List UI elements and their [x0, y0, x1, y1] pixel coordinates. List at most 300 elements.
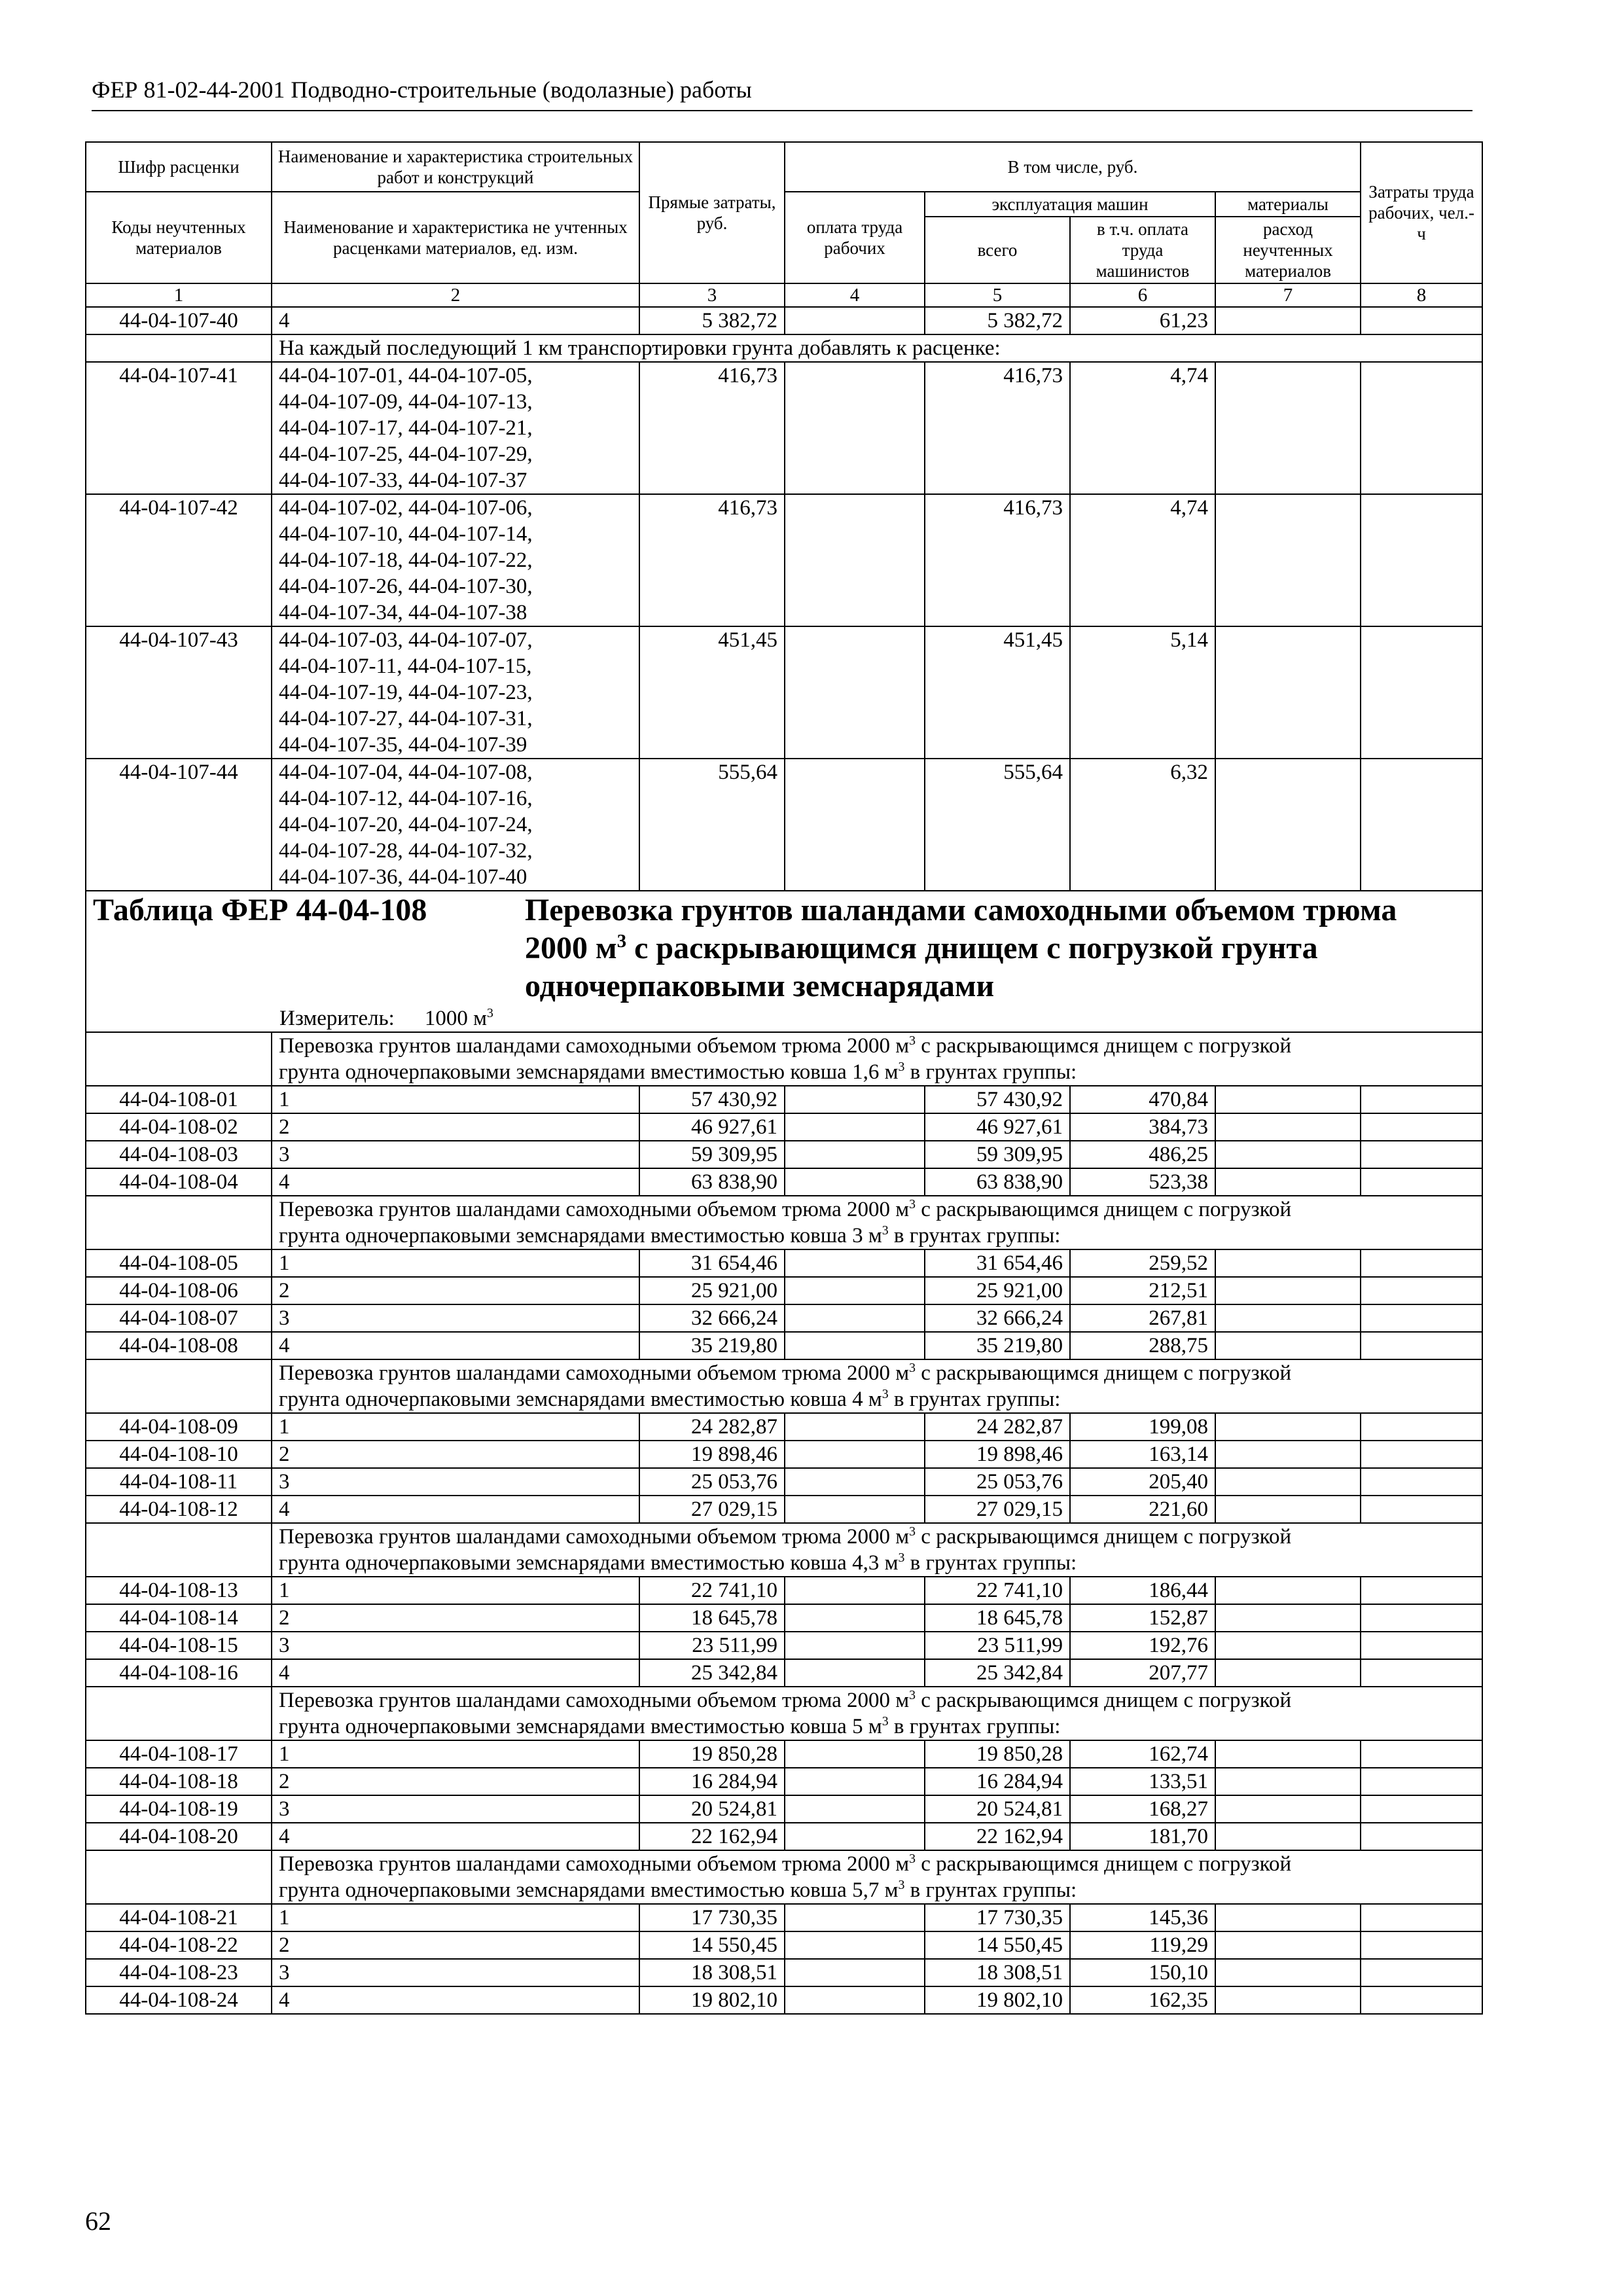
labor-cost	[1361, 1632, 1482, 1659]
machines-total: 23 511,99	[925, 1632, 1070, 1659]
machines-total: 18 308,51	[925, 1959, 1070, 1986]
machines-total: 19 898,46	[925, 1441, 1070, 1468]
materials-cost	[1215, 1332, 1361, 1359]
labor-cost	[1361, 1304, 1482, 1332]
table-row	[86, 1086, 1482, 1113]
rate-code: 44-04-108-02	[86, 1113, 272, 1141]
section-line	[279, 1386, 1475, 1412]
machines-total: 555,64	[925, 759, 1070, 891]
labor-cost	[1361, 1931, 1482, 1959]
section-line	[279, 1059, 1475, 1085]
machines-total: 5 382,72	[925, 307, 1070, 334]
section-row	[86, 1850, 1482, 1904]
section-text	[272, 1523, 1482, 1577]
direct-cost: 19 802,10	[639, 1986, 785, 2014]
table-row	[86, 1659, 1482, 1687]
table-row	[86, 1141, 1482, 1168]
labor-cost	[1361, 1604, 1482, 1632]
section-text-part: грунта одночерпаковыми земснарядами вместимостью ковша 4,3 м	[279, 1551, 899, 1575]
machines-total: 16 284,94	[925, 1768, 1070, 1795]
section-row	[86, 1523, 1482, 1577]
labor-cost	[1361, 1986, 1482, 2014]
table-row	[86, 1277, 1482, 1304]
machinist-pay: 267,81	[1070, 1304, 1215, 1332]
table-title	[525, 891, 1454, 1005]
rate-code: 44-04-108-05	[86, 1249, 272, 1277]
direct-cost: 17 730,35	[639, 1904, 785, 1931]
table-row	[86, 1904, 1482, 1931]
rate-code: 44-04-108-14	[86, 1604, 272, 1632]
section-text-part: Перевозка грунтов шаландами самоходными объемом трюма 2000 м	[279, 1361, 910, 1385]
rate-name: 4	[272, 1168, 639, 1196]
section-text-part: Перевозка грунтов шаландами самоходными объемом трюма 2000 м	[279, 1525, 910, 1549]
column-number: 4	[785, 283, 925, 307]
superscript: 3	[898, 1551, 905, 1565]
materials-cost	[1215, 1577, 1361, 1604]
rate-code: 44-04-107-41	[86, 362, 272, 494]
machines-total: 19 850,28	[925, 1740, 1070, 1768]
table-row	[86, 1441, 1482, 1468]
machinist-pay: 205,40	[1070, 1468, 1215, 1496]
machinist-pay: 207,77	[1070, 1659, 1215, 1687]
table-row	[86, 1332, 1482, 1359]
rate-name: 1	[272, 1086, 639, 1113]
section-text-part: грунта одночерпаковыми земснарядами вместимостью ковша 4 м	[279, 1388, 882, 1411]
labor-cost	[1361, 1823, 1482, 1850]
materials-cost	[1215, 1468, 1361, 1496]
labor-cost	[1361, 494, 1482, 626]
machinist-pay: 259,52	[1070, 1249, 1215, 1277]
superscript: 3	[882, 1387, 889, 1401]
table-row	[86, 1795, 1482, 1823]
direct-cost: 24 282,87	[639, 1413, 785, 1441]
rate-name: 1	[272, 1740, 639, 1768]
materials-cost	[1215, 1441, 1361, 1468]
labor-cost	[1361, 1277, 1482, 1304]
materials-cost	[1215, 1986, 1361, 2014]
labor-pay	[785, 1113, 925, 1141]
rate-name: 2	[272, 1441, 639, 1468]
labor-pay	[785, 1441, 925, 1468]
machinist-pay: 133,51	[1070, 1768, 1215, 1795]
section-text	[272, 1359, 1482, 1413]
col-labor-pay-header: оплата труда рабочих	[785, 192, 925, 283]
materials-cost	[1215, 1959, 1361, 1986]
machines-total: 63 838,90	[925, 1168, 1070, 1196]
section-text	[272, 1196, 1482, 1249]
table-row	[86, 1249, 1482, 1277]
labor-pay	[785, 1823, 925, 1850]
table-row	[86, 1496, 1482, 1523]
machinist-pay: 152,87	[1070, 1604, 1215, 1632]
labor-cost	[1361, 759, 1482, 891]
section-row	[86, 1359, 1482, 1413]
column-number: 5	[925, 283, 1070, 307]
machines-total: 32 666,24	[925, 1304, 1070, 1332]
labor-cost	[1361, 362, 1482, 494]
direct-cost: 416,73	[639, 362, 785, 494]
rate-code: 44-04-108-19	[86, 1795, 272, 1823]
labor-pay	[785, 1931, 925, 1959]
section-text-part: Перевозка грунтов шаландами самоходными объемом трюма 2000 м	[279, 1689, 910, 1712]
materials-cost	[1215, 1604, 1361, 1632]
labor-cost	[1361, 1168, 1482, 1196]
rate-name: 3	[272, 1304, 639, 1332]
labor-pay	[785, 1468, 925, 1496]
rate-code: 44-04-107-40	[86, 307, 272, 334]
col-direct-header: Прямые затраты, руб.	[639, 142, 785, 283]
table-row	[86, 1768, 1482, 1795]
table-title-volume: 2000 м	[525, 931, 617, 965]
table-row	[86, 1740, 1482, 1768]
materials-cost	[1215, 1277, 1361, 1304]
column-number: 7	[1215, 283, 1361, 307]
table-row	[86, 1986, 1482, 2014]
machinist-pay: 119,29	[1070, 1931, 1215, 1959]
machines-total: 57 430,92	[925, 1086, 1070, 1113]
table-row	[86, 1604, 1482, 1632]
labor-cost	[1361, 1086, 1482, 1113]
measure-value: 1000 м	[424, 1007, 487, 1030]
machinist-pay: 5,14	[1070, 626, 1215, 759]
machines-total: 25 053,76	[925, 1468, 1070, 1496]
col-machinist-pay-header: в т.ч. оплата труда машинистов	[1070, 217, 1215, 283]
table-label: Таблица ФЕР 44-04-108	[93, 893, 427, 927]
rate-code: 44-04-108-01	[86, 1086, 272, 1113]
labor-cost	[1361, 1577, 1482, 1604]
labor-cost	[1361, 1795, 1482, 1823]
section-text	[272, 1687, 1482, 1740]
materials-cost	[1215, 494, 1361, 626]
machines-total: 35 219,80	[925, 1332, 1070, 1359]
labor-pay	[785, 1496, 925, 1523]
materials-cost	[1215, 626, 1361, 759]
rate-name: 44-04-107-01, 44-04-107-05, 44-04-107-09, 44-04-107-13, 44-04-107-17, 44-04-107-21, 44-04-107-25, 44-04-107-29, 44-04-107-33, 44-04-107-37	[272, 362, 639, 494]
labor-cost	[1361, 307, 1482, 334]
direct-cost: 14 550,45	[639, 1931, 785, 1959]
rate-code: 44-04-108-16	[86, 1659, 272, 1687]
machines-total: 22 741,10	[925, 1577, 1070, 1604]
rate-code: 44-04-108-03	[86, 1141, 272, 1168]
direct-cost: 555,64	[639, 759, 785, 891]
table-row	[86, 1113, 1482, 1141]
col-materials-header: материалы	[1215, 192, 1361, 217]
section-row	[86, 334, 1482, 362]
labor-pay	[785, 1768, 925, 1795]
materials-cost	[1215, 1086, 1361, 1113]
rate-name: 4	[272, 1986, 639, 2014]
rate-code: 44-04-108-06	[86, 1277, 272, 1304]
materials-cost	[1215, 1632, 1361, 1659]
section-text-part: с раскрывающимся днищем с погрузкой	[916, 1198, 1292, 1221]
materials-cost	[1215, 1659, 1361, 1687]
section-code-empty	[86, 334, 272, 362]
machines-total: 25 342,84	[925, 1659, 1070, 1687]
rate-code: 44-04-108-20	[86, 1823, 272, 1850]
section-text-part: Перевозка грунтов шаландами самоходными объемом трюма 2000 м	[279, 1198, 910, 1221]
section-code-empty	[86, 1359, 272, 1413]
column-number: 8	[1361, 283, 1482, 307]
section-text-part: в грунтах группы:	[888, 1224, 1061, 1247]
direct-cost: 451,45	[639, 626, 785, 759]
machinist-pay: 470,84	[1070, 1086, 1215, 1113]
table-row	[86, 1959, 1482, 1986]
machinist-pay: 486,25	[1070, 1141, 1215, 1168]
section-code-empty	[86, 1523, 272, 1577]
section-row	[86, 1196, 1482, 1249]
rate-code: 44-04-108-07	[86, 1304, 272, 1332]
superscript: 3	[909, 1361, 916, 1375]
machines-total: 24 282,87	[925, 1413, 1070, 1441]
materials-cost	[1215, 1141, 1361, 1168]
labor-cost	[1361, 1768, 1482, 1795]
rate-code: 44-04-108-15	[86, 1632, 272, 1659]
col-including-header: В том числе, руб.	[785, 142, 1361, 192]
labor-pay	[785, 1577, 925, 1604]
machines-total: 22 162,94	[925, 1823, 1070, 1850]
section-line	[279, 1223, 1475, 1249]
rate-code: 44-04-108-09	[86, 1413, 272, 1441]
table-body	[86, 307, 1482, 2014]
section-text-part: с раскрывающимся днищем с погрузкой	[916, 1034, 1292, 1058]
rate-name: 4	[272, 1496, 639, 1523]
rate-name: 3	[272, 1632, 639, 1659]
column-number: 6	[1070, 283, 1215, 307]
rate-code: 44-04-108-21	[86, 1904, 272, 1931]
document-header	[92, 73, 1472, 111]
labor-pay	[785, 759, 925, 891]
machines-total: 416,73	[925, 494, 1070, 626]
machines-total: 416,73	[925, 362, 1070, 494]
rate-name: 3	[272, 1468, 639, 1496]
direct-cost: 25 053,76	[639, 1468, 785, 1496]
section-line	[279, 1687, 1475, 1713]
section-text-part: Перевозка грунтов шаландами самоходными объемом трюма 2000 м	[279, 1852, 910, 1876]
labor-pay	[785, 1332, 925, 1359]
table-title-line	[525, 929, 1454, 967]
labor-cost	[1361, 1113, 1482, 1141]
rate-name: 44-04-107-04, 44-04-107-08, 44-04-107-12, 44-04-107-16, 44-04-107-20, 44-04-107-24, 44-04-107-28, 44-04-107-32, 44-04-107-36, 44-04-107-40	[272, 759, 639, 891]
column-number: 1	[86, 283, 272, 307]
machines-total: 19 802,10	[925, 1986, 1070, 2014]
machinist-pay: 384,73	[1070, 1113, 1215, 1141]
rate-code: 44-04-108-10	[86, 1441, 272, 1468]
superscript: 3	[898, 1878, 905, 1892]
rate-code: 44-04-108-11	[86, 1468, 272, 1496]
col-name-header: Наименование и характеристика строительных работ и конструкций	[272, 142, 639, 192]
section-line	[279, 1550, 1475, 1576]
column-numbers-row	[86, 283, 1482, 307]
col-code-header: Шифр расценки	[86, 142, 272, 192]
superscript: 3	[909, 1197, 916, 1211]
section-code-empty	[86, 1032, 272, 1086]
direct-cost: 22 162,94	[639, 1823, 785, 1850]
labor-cost	[1361, 1496, 1482, 1523]
section-code-empty	[86, 1196, 272, 1249]
direct-cost: 25 921,00	[639, 1277, 785, 1304]
col-labor-cost-header: Затраты труда рабочих, чел.-ч	[1361, 142, 1482, 283]
direct-cost: 23 511,99	[639, 1632, 785, 1659]
machines-total: 27 029,15	[925, 1496, 1070, 1523]
rate-name: 1	[272, 1249, 639, 1277]
materials-cost	[1215, 1740, 1361, 1768]
machinist-pay: 181,70	[1070, 1823, 1215, 1850]
superscript: 3	[909, 1852, 916, 1866]
rate-name: 3	[272, 1795, 639, 1823]
section-line	[279, 1524, 1475, 1550]
page-number: 62	[85, 2206, 111, 2236]
machinist-pay: 523,38	[1070, 1168, 1215, 1196]
superscript: 3	[909, 1524, 916, 1539]
machinist-pay: 6,32	[1070, 759, 1215, 891]
rate-name: 2	[272, 1277, 639, 1304]
labor-cost	[1361, 626, 1482, 759]
machinist-pay: 145,36	[1070, 1904, 1215, 1931]
section-text: На каждый последующий 1 км транспортировки грунта добавлять к расценке:	[272, 334, 1482, 362]
labor-cost	[1361, 1659, 1482, 1687]
section-line	[279, 1713, 1475, 1740]
direct-cost: 63 838,90	[639, 1168, 785, 1196]
rate-name: 4	[272, 307, 639, 334]
rate-code: 44-04-108-13	[86, 1577, 272, 1604]
direct-cost: 16 284,94	[639, 1768, 785, 1795]
table-row	[86, 1823, 1482, 1850]
rate-code: 44-04-108-12	[86, 1496, 272, 1523]
direct-cost: 19 850,28	[639, 1740, 785, 1768]
machinist-pay: 212,51	[1070, 1277, 1215, 1304]
section-text	[272, 1032, 1482, 1086]
col-machines-header: эксплуатация машин	[925, 192, 1215, 217]
direct-cost: 59 309,95	[639, 1141, 785, 1168]
column-number: 2	[272, 283, 639, 307]
section-text-part: Перевозка грунтов шаландами самоходными объемом трюма 2000 м	[279, 1034, 910, 1058]
table-row	[86, 1577, 1482, 1604]
direct-cost: 416,73	[639, 494, 785, 626]
table-header	[86, 142, 1482, 307]
superscript: 3	[616, 931, 627, 952]
rate-name: 2	[272, 1931, 639, 1959]
labor-pay	[785, 1141, 925, 1168]
direct-cost: 20 524,81	[639, 1795, 785, 1823]
superscript: 3	[898, 1060, 905, 1074]
materials-cost	[1215, 1768, 1361, 1795]
rate-name: 1	[272, 1413, 639, 1441]
labor-pay	[785, 1249, 925, 1277]
section-text-part: с раскрывающимся днищем с погрузкой	[916, 1361, 1292, 1385]
direct-cost: 22 741,10	[639, 1577, 785, 1604]
labor-cost	[1361, 1332, 1482, 1359]
rate-name: 44-04-107-03, 44-04-107-07, 44-04-107-11, 44-04-107-15, 44-04-107-19, 44-04-107-23, 44-04-107-27, 44-04-107-31, 44-04-107-35, 44-04-107-39	[272, 626, 639, 759]
section-text-part: грунта одночерпаковыми земснарядами вместимостью ковша 5 м	[279, 1715, 882, 1738]
materials-cost	[1215, 362, 1361, 494]
machinist-pay: 150,10	[1070, 1959, 1215, 1986]
table-title-line: Перевозка грунтов шаландами самоходными объемом трюма	[525, 893, 1397, 927]
rate-code: 44-04-108-24	[86, 1986, 272, 2014]
machines-total: 17 730,35	[925, 1904, 1070, 1931]
labor-cost	[1361, 1468, 1482, 1496]
rate-name: 2	[272, 1113, 639, 1141]
machines-total: 18 645,78	[925, 1604, 1070, 1632]
labor-pay	[785, 1086, 925, 1113]
direct-cost: 18 308,51	[639, 1959, 785, 1986]
rate-name: 3	[272, 1959, 639, 1986]
rate-name: 4	[272, 1823, 639, 1850]
labor-pay	[785, 1304, 925, 1332]
section-code-empty	[86, 1850, 272, 1904]
rate-name: 1	[272, 1577, 639, 1604]
direct-cost: 32 666,24	[639, 1304, 785, 1332]
machinist-pay: 162,35	[1070, 1986, 1215, 2014]
table-row	[86, 1168, 1482, 1196]
labor-cost	[1361, 1959, 1482, 1986]
labor-pay	[785, 307, 925, 334]
labor-pay	[785, 1277, 925, 1304]
machines-total: 59 309,95	[925, 1141, 1070, 1168]
labor-pay	[785, 1959, 925, 1986]
section-text-part: в грунтах группы:	[888, 1388, 1061, 1411]
rate-name: 2	[272, 1768, 639, 1795]
labor-pay	[785, 1413, 925, 1441]
machines-total: 25 921,00	[925, 1277, 1070, 1304]
table-row	[86, 1931, 1482, 1959]
materials-cost	[1215, 1496, 1361, 1523]
rate-code: 44-04-107-44	[86, 759, 272, 891]
machinist-pay: 168,27	[1070, 1795, 1215, 1823]
materials-cost	[1215, 1795, 1361, 1823]
table-title-cell	[86, 891, 1482, 1032]
labor-pay	[785, 1795, 925, 1823]
superscript: 3	[909, 1688, 916, 1702]
rate-name: 4	[272, 1659, 639, 1687]
labor-pay	[785, 1168, 925, 1196]
machinist-pay: 4,74	[1070, 494, 1215, 626]
machinist-pay: 221,60	[1070, 1496, 1215, 1523]
table-title-row	[86, 891, 1482, 1032]
superscript: 3	[909, 1033, 916, 1048]
table-row	[86, 626, 1482, 759]
rate-name: 4	[272, 1332, 639, 1359]
section-text-part: с раскрывающимся днищем с погрузкой	[916, 1689, 1292, 1712]
price-table	[85, 141, 1483, 2015]
labor-pay	[785, 1986, 925, 2014]
machinist-pay: 163,14	[1070, 1441, 1215, 1468]
labor-pay	[785, 1904, 925, 1931]
section-line	[279, 1360, 1475, 1386]
section-text	[272, 1850, 1482, 1904]
direct-cost: 25 342,84	[639, 1659, 785, 1687]
labor-pay	[785, 494, 925, 626]
machines-total: 451,45	[925, 626, 1070, 759]
labor-pay	[785, 1632, 925, 1659]
labor-cost	[1361, 1249, 1482, 1277]
rate-code: 44-04-108-22	[86, 1931, 272, 1959]
machinist-pay: 288,75	[1070, 1332, 1215, 1359]
rate-code: 44-04-108-04	[86, 1168, 272, 1196]
rate-code: 44-04-107-43	[86, 626, 272, 759]
measure-line	[93, 1005, 1475, 1031]
superscript: 3	[882, 1714, 889, 1729]
section-text-part: в грунтах группы:	[904, 1060, 1077, 1084]
materials-cost	[1215, 1413, 1361, 1441]
table-row	[86, 759, 1482, 891]
labor-pay	[785, 362, 925, 494]
rate-code: 44-04-108-17	[86, 1740, 272, 1768]
machinist-pay: 192,76	[1070, 1632, 1215, 1659]
section-row	[86, 1032, 1482, 1086]
section-text-part: грунта одночерпаковыми земснарядами вместимостью ковша 1,6 м	[279, 1060, 899, 1084]
machinist-pay: 162,74	[1070, 1740, 1215, 1768]
table-title-line: одночерпаковыми земснарядами	[525, 969, 995, 1003]
